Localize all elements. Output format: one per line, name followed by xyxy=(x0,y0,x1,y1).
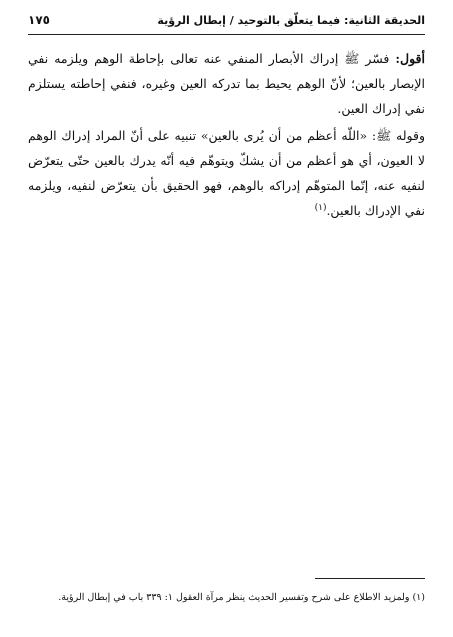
paragraph-lead-word: أقول: xyxy=(395,51,425,66)
footnote: (١) ولمزيد الاطلاع على شرح وتفسير الحديث ينظر مرآة العقول ١: ٣٣٩ باب في إبطال الرؤية. xyxy=(58,592,425,603)
paragraph-2 xyxy=(28,123,425,223)
paragraph-2-text: وقوله ﷺ: «اللّه أعظم من أن يُرى بالعين» تنبيه على أنّ المراد إدراك الوهم لا العيون، أي هو أعظم من أن يشكّ ويتوهّم فيه أنّه يدرك بالعين حتّى يتعرّض لنفيه عنه، إنّما المتوهّم إدراكه بالوهم، فهو الحقيق بأن يتعرّض لنفيه، ويلزمه نفي الإدراك بالعين. xyxy=(28,128,425,218)
paragraph-1 xyxy=(28,46,425,121)
footnote-reference: (١) xyxy=(314,202,327,213)
header-divider xyxy=(28,34,425,35)
header-title: الحديقة الثانية: فيما يتعلّق بالتوحيد / إبطال الرؤية xyxy=(157,14,425,27)
page-number: ١٧٥ xyxy=(28,13,50,27)
body-text xyxy=(28,46,425,225)
footnote-divider xyxy=(315,578,425,579)
running-header xyxy=(28,10,425,32)
paragraph-1-text: فسّر ﷺ إدراك الأبصار المنفي عنه تعالى بإحاطة الوهم ويلزمه نفي الإبصار بالعين؛ لأنّ الوهم يحيط بما تدركه العين وغيره، فنفي إحاطته يستلزم نفي إدراك العين. xyxy=(28,51,425,116)
